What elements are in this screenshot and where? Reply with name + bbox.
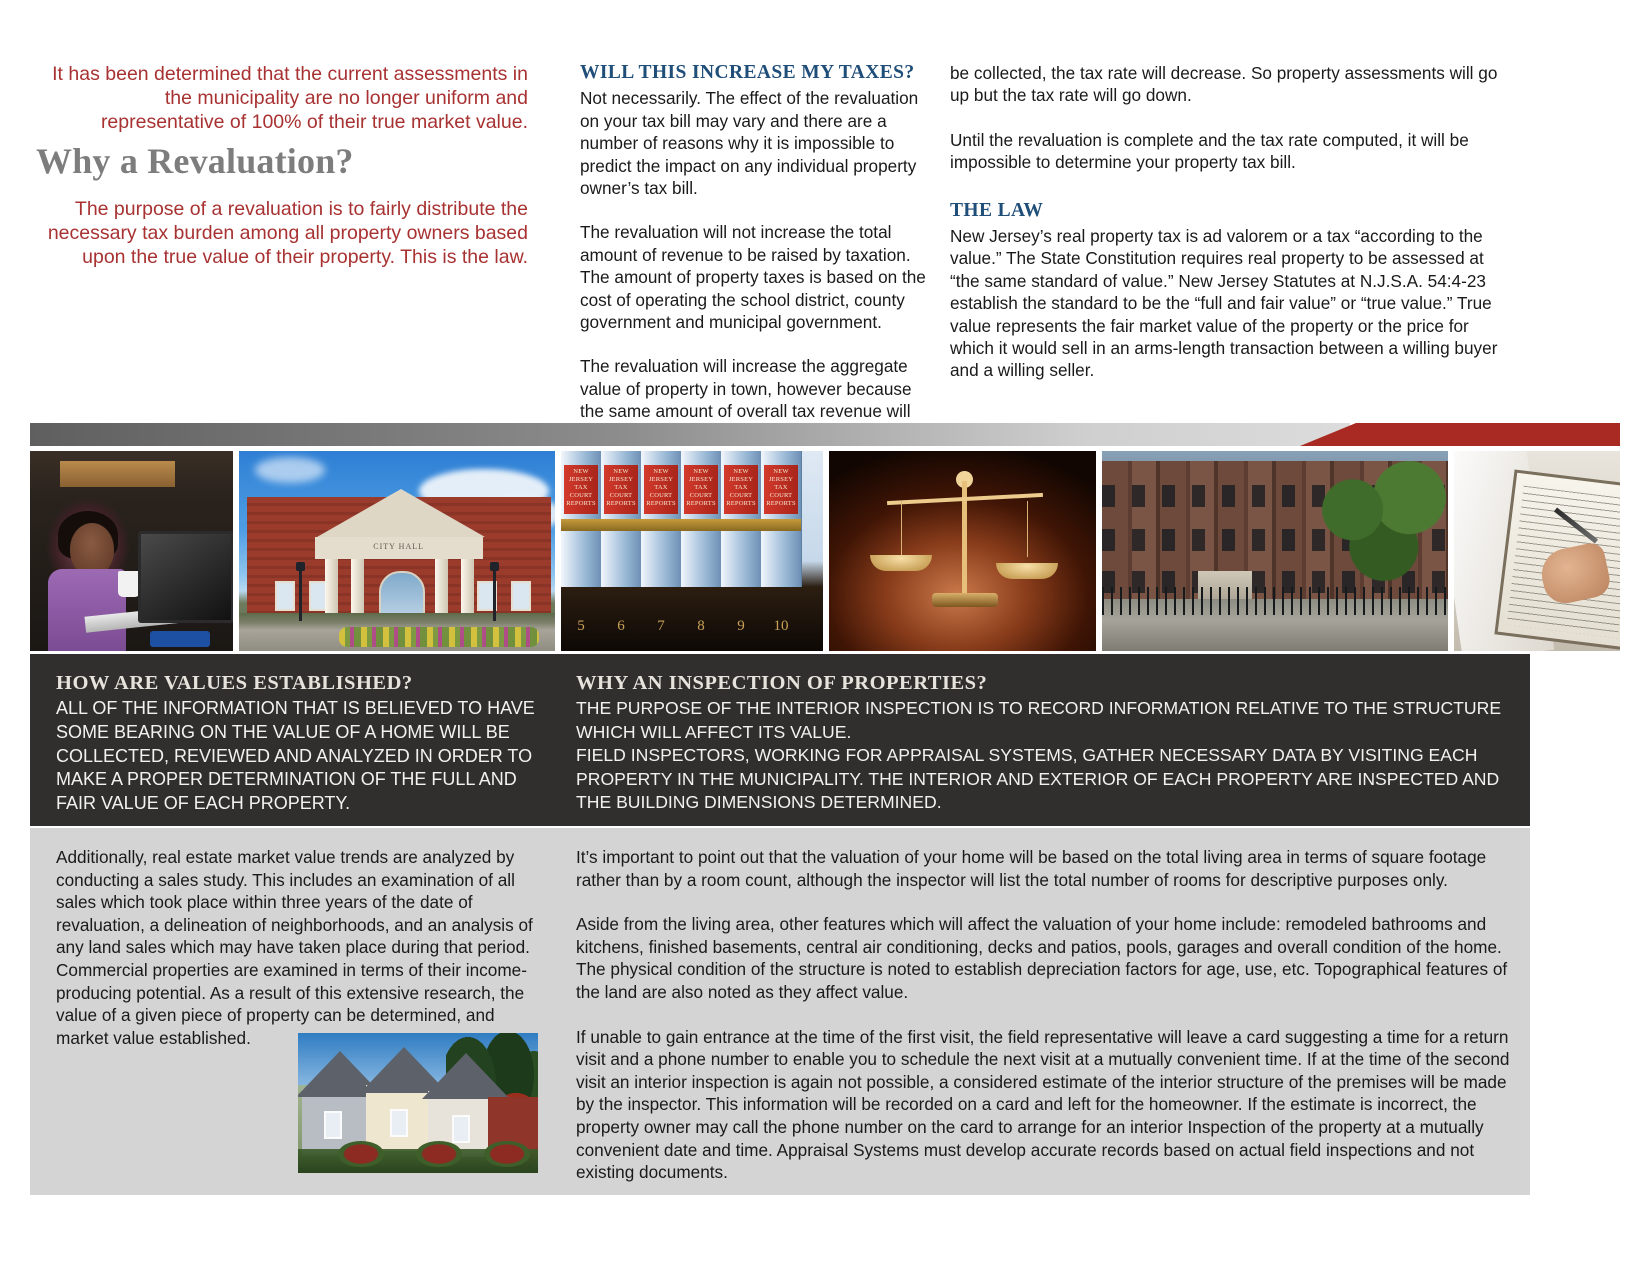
book-spine-label: NEW JERSEY TAX COURT REPORTS	[764, 465, 798, 514]
dark-information-band	[30, 654, 1530, 826]
scale-pan-left	[870, 555, 932, 571]
inspection-detail-paragraph-3: If unable to gain entrance at the time of the first visit, the field representative will leave a card suggesting a time for a return visit and a phone number to enable you to schedule the next visit at a mutually convenient time. If at the time of the second visit an interior inspection is again not possible, a considered estimate of the interior structure of the premises will be made by the inspector. This information will be recorded on a card and left for the homeowner. If the estimate is incorrect, the property owner may call the phone number on the card to arrange for an interior Inspection of the property at a mutually convenient date and time. Appraisal Systems must develop accurate records based on actual field inspections and not existing documents.	[576, 1026, 1510, 1183]
why-an-inspection-of-properties-block	[576, 672, 1506, 815]
column-will-this-increase-my-taxes	[580, 62, 928, 423]
volume-number: 8	[697, 618, 705, 634]
pediment	[317, 489, 485, 537]
how-are-values-established-block	[56, 672, 556, 816]
volume-number: 7	[657, 618, 665, 634]
column-the-law	[950, 62, 1500, 382]
suburban-homes-photo	[298, 1033, 538, 1173]
book-spine-band	[641, 519, 681, 531]
volume-number: 6	[617, 618, 625, 634]
inspection-detail-paragraph-1: It’s important to point out that the valuation of your home will be based on the total living area in terms of square footage rather than by a room count, although the inspector will list the total number of rooms for descriptive purposes only.	[576, 847, 1487, 890]
book-spine-band	[721, 519, 761, 531]
book-spine-band	[761, 519, 801, 531]
facade-window	[275, 581, 295, 611]
house-roof	[422, 1053, 510, 1099]
headline-intro-text: It has been determined that the current assessments in the municipality are no longer uniform and representative of 100% of their true market value.	[52, 63, 528, 134]
market-value-trends-paragraph: Additionally, real estate market value trends are analyzed by conducting a sales study. This includes an examination of all sales which took place within three years of the date of revaluation, a delineation of neighborhoods, and an analysis of any land sales which may have taken place during that period. Commercial properties are examined in terms of their income-producing potential. As a result of this extensive research, the value of a given piece of property can be determined, and	[56, 847, 533, 1026]
entablature	[315, 537, 483, 559]
headline-block	[36, 62, 528, 269]
book-spine-label: NEW JERSEY TAX COURT REPORTS	[564, 465, 598, 514]
right-continuation-paragraph-1: be collected, the tax rate will decrease. So property assessments will go up but the tax rate will go down.	[950, 63, 1498, 106]
headline-purpose-text: The purpose of a revaluation is to fairly distribute the necessary tax burden among all property owners based upon the true value of their property. This is the law.	[47, 197, 528, 269]
scales-of-justice-photo	[829, 451, 1096, 651]
scale-pan-right	[996, 563, 1058, 579]
city-hall-sign-text: CITY HALL	[373, 542, 424, 551]
right-continuation-paragraph-2: Until the revaluation is complete and the tax rate computed, it will be impossible to determine your property tax bill.	[950, 129, 1469, 173]
taxes-paragraph-3: The revaluation will increase the aggregate value of property in town, however because the same amount of overall tax revenue will	[580, 356, 912, 422]
flowering-bush	[416, 1141, 462, 1167]
band-accent-bar	[30, 423, 1620, 446]
taxes-paragraph-1: Not necessarily. The effect of the revaluation on your tax bill may vary and there are a number of reasons why it is impossible to predict the impact on any individual property owner’s tax bill.	[580, 88, 919, 199]
band-gray-gradient	[30, 423, 1350, 446]
book-spine-band	[681, 519, 721, 531]
house-window	[324, 1111, 342, 1139]
page-title: Why a Revaluation?	[36, 140, 354, 181]
top-section	[0, 0, 1650, 420]
band-red-accent	[1300, 423, 1620, 446]
taxes-paragraph-2: The revaluation will not increase the total amount of revenue to be raised by taxation. The amount of property taxes is based on the cost of operating the school district, county government and municipal government.	[580, 222, 926, 333]
market-value-established-line: market value established.	[56, 1027, 251, 1048]
inspector-clipboard-photo	[1454, 451, 1620, 651]
headline-title-row	[36, 135, 528, 181]
heading-why-an-inspection-of-properties: WHY AN INSPECTION OF PROPERTIES?	[576, 672, 988, 694]
cloud-icon	[255, 457, 325, 483]
book-spine-band	[601, 519, 641, 531]
house-window	[390, 1109, 408, 1137]
coffee-mug	[118, 571, 140, 597]
book-spine-label: NEW JERSEY TAX COURT REPORTS	[684, 465, 718, 514]
street-trees	[1310, 461, 1448, 583]
market-value-trends-block	[56, 846, 546, 1049]
scale-base	[932, 593, 998, 607]
street-lamp	[299, 569, 302, 621]
scale-string	[901, 501, 902, 557]
book-spine-label: NEW JERSEY TAX COURT REPORTS	[644, 465, 678, 514]
flowering-bush	[484, 1141, 530, 1167]
worker-jacket	[48, 569, 126, 651]
row-houses-street-photo	[1102, 451, 1448, 651]
photo-strip	[30, 451, 1620, 651]
volume-number: 5	[577, 618, 585, 634]
city-hall-building-photo	[239, 451, 555, 651]
inspection-body-1: THE PURPOSE OF THE INTERIOR INSPECTION IS TO RECORD INFORMATION RELATIVE TO THE STRUCTURE WHICH WILL AFFECT ITS VALUE.	[576, 698, 1502, 742]
inspection-body-2: FIELD INSPECTORS, WORKING FOR APPRAISAL SYSTEMS, GATHER NECESSARY DATA BY VISITING EACH PROPERTY IN THE MUNICIPALITY. THE INTERIOR AND EXTERIOR OF EACH PROPERTY ARE INSPECTED AND THE BUILDING DIMENSIONS DETERMINED.	[576, 745, 1500, 813]
worker-face	[70, 523, 114, 575]
book-spine-band	[561, 519, 601, 531]
volume-number: 10	[773, 618, 789, 634]
heading-how-are-values-established: HOW ARE VALUES ESTABLISHED?	[56, 672, 413, 694]
street-lamp	[493, 569, 496, 621]
house-window	[452, 1115, 470, 1143]
law-books-photo	[561, 451, 823, 651]
photo-band	[30, 423, 1620, 651]
inspection-details-block	[576, 846, 1516, 1184]
inspection-detail-paragraph-2: Aside from the living area, other features which will affect the valuation of your home include: remodeled bathrooms and kitchens, finished basements, central air conditioning, decks and patios, pools, garages and overall condition of the home. The physical condition of the structure is noted to establish depreciation factors for age, use, etc. Topographical features of the land are also noted as they affect value.	[576, 914, 1508, 1002]
office-worker-at-computer-photo	[30, 451, 233, 651]
flower-bed	[339, 627, 539, 647]
heading-the-law: THE LAW	[950, 199, 1044, 221]
the-law-paragraph: New Jersey’s real property tax is ad valorem or a tax “according to the value.” The State Constitution requires real property to be assessed at “the same standard of value.” New Jersey Statutes at N.J.S.A. 54:4-23 establish the standard to be the “full and fair value” or “true value.” True value represents the fair market value of the property or the price for which it would sell in an arms-length transaction between a willing buyer and a willing seller.	[950, 226, 1498, 381]
iron-fence	[1102, 587, 1448, 615]
volume-number: 9	[737, 618, 745, 634]
book-spine-label: NEW JERSEY TAX COURT REPORTS	[604, 465, 638, 514]
scale-string	[1027, 501, 1028, 557]
book-spine-label: NEW JERSEY TAX COURT REPORTS	[724, 465, 758, 514]
mouse-pad	[150, 631, 210, 647]
how-are-values-established-body: ALL OF THE INFORMATION THAT IS BELIEVED TO HAVE SOME BEARING ON THE VALUE OF A HOME WILL BE COLLECTED, REVIEWED AND ANALYZED IN ORDER TO MAKE A PROPER DETERMINATION OF THE FULL AND FAIR VALUE OF EACH PROPERTY.	[56, 698, 535, 814]
facade-window	[511, 581, 531, 611]
lower-gray-panel	[30, 828, 1530, 1195]
heading-will-this-increase-my-taxes: WILL THIS INCREASE MY TAXES?	[580, 62, 915, 83]
flowering-bush	[338, 1141, 384, 1167]
